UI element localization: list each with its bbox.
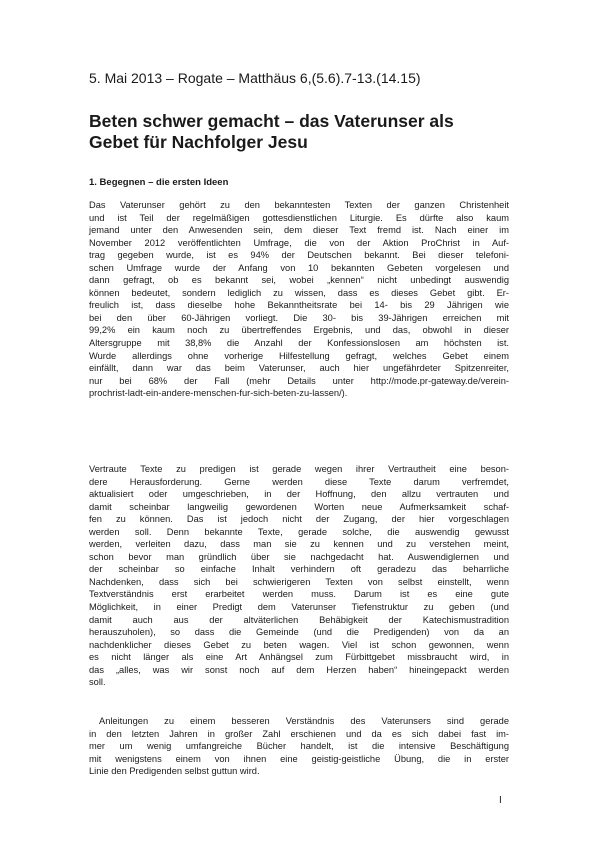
text-line: einfällt, dann war das beim Vaterunser, auch hier ungefährdeter Spitzenreiter,: [89, 363, 509, 374]
text-line: in den letzten Jahren in großer Zahl erschienen und da es sich dabei fast im-: [89, 728, 509, 739]
text-line: und ist Teil der regelmäßigen gottesdienstlichen Liturgie. Es dürfte also kaum: [89, 212, 509, 223]
text-line: können bedeutet, sondern lediglich zu wissen, dass es dieses Gebet gibt. Er-: [89, 287, 509, 298]
text-line: das „alles, was wir sonst noch auf dem Herzen haben“ hineingepackt werden: [89, 664, 509, 675]
text-line: bei den über 60-Jährigen vorliegt. Die 30- bis 39-Jährigen erreichen mit: [89, 312, 509, 323]
text-line: prochrist-ladt-ein-andere-menschen-fur-sich-beten-zu-lassen/).: [89, 388, 348, 399]
text-line: Nachdenken, dass sich bei schwierigeren Texten von selbst einstellt, wenn: [89, 576, 509, 587]
text-line: freulich ist, dass dieselbe hohe Bekanntheitsrate bei 14- bis 29 Jährigen wie: [89, 300, 509, 311]
text-line: soll.: [89, 677, 106, 688]
page-title: [89, 111, 519, 153]
text-line: Das Vaterunser gehört zu den bekanntesten Texten der ganzen Christenheit: [89, 200, 509, 210]
title-line: Gebet für Nachfolger Jesu: [89, 132, 308, 152]
text-line: damit scheinbar langweilig gewordenen Worten neue Aufmerksamkeit schaf-: [89, 501, 509, 512]
text-line: jemand unter den Anwesenden sein, dem dieser Text fremd ist. Nach einer im: [89, 225, 509, 236]
text-line: Möglichkeit, in einer Predigt dem Vaterunser Tiefenstruktur zu geben (und: [89, 602, 509, 613]
text-line: Vertraute Texte zu predigen ist gerade wegen ihrer Vertrautheit eine beson-: [89, 464, 509, 474]
text-line: nur bei 68% der Fall (mehr Details unter http://mode.pr-gateway.de/verein-: [89, 375, 509, 386]
text-line: werden, verleiten dazu, dass man sie zu kennen und zu verstehen meint,: [89, 539, 509, 550]
text-line: schen Umfrage wurde der Anfang von 10 bekannten Gebeten vorgelesen und: [89, 262, 509, 273]
text-line: dann gefragt, ob es bekannt sei, wobei „kennen“ nicht unbedingt auswendig: [89, 275, 509, 286]
text-line: Textverständnis erst erarbeitet werden muss. Darum ist es eine gute: [89, 589, 509, 600]
text-line: Altersgruppe mit 38,8% die Anzahl der Konfessionslosen am höchsten ist.: [89, 338, 509, 349]
text-line: nachdenklicher dieses Gebet zu beten wagen. Viel ist schon gewonnen, wenn: [89, 639, 509, 650]
title-line: Beten schwer gemacht – das Vaterunser als: [89, 111, 454, 131]
text-line: dere Herausforderung. Gerne werden diese Texte darum verfremdet,: [89, 476, 509, 487]
text-line: Wurde allerdings ohne vorherige Hilfestellung gefragt, welches Gebet einem: [89, 350, 509, 361]
text-line: der scheinbar so einfache Inhalt verhindern oft geradezu das beharrliche: [89, 564, 509, 575]
text-line: mit wenigstens einem von ihnen eine geistig-geistliche Übung, die in erster: [89, 753, 509, 764]
page-number: I: [499, 795, 502, 806]
section-heading: 1. Begegnen – die ersten Ideen: [89, 177, 229, 188]
text-line: Linie den Predigenden selbst guttun wird.: [89, 766, 260, 777]
text-line: November 2012 veröffentlichten Umfrage, die von der Aktion ProChrist in Auf-: [89, 237, 509, 248]
paragraph-2: [89, 463, 509, 689]
text-line: aktualisiert oder umgeschrieben, in der Hoffnung, den allzu vertrauten und: [89, 489, 509, 500]
text-line: es nicht länger als eine Art Anhängsel zum Fürbittgebet missbraucht wird, in: [89, 652, 509, 663]
text-line: werden soll. Denn bekannte Texte, gerade solche, die auswendig gewusst: [89, 526, 509, 537]
paragraph-3: [89, 715, 509, 778]
text-line: mer um wenig umfangreiche Bücher handelt, ist die intensive Beschäftigung: [89, 741, 509, 752]
text-line: herauszuholen), so dass die Gemeinde (und die Predigenden) von da an: [89, 627, 509, 638]
text-line: damit auch aus der altväterlichen Behäbigkeit der Katechismustradition: [89, 614, 509, 625]
text-line: schon bevor man gründlich über sie nachgedacht hat. Auswendiglernen und: [89, 551, 509, 562]
paragraph-1: [89, 199, 509, 400]
text-line: 99,2% ein kaum noch zu übertreffendes Ergebnis, und das, obwohl in dieser: [89, 325, 509, 336]
date-scripture-line: 5. Mai 2013 – Rogate – Matthäus 6,(5.6).7-13.(14.15): [89, 70, 421, 86]
text-line: Anleitungen zu einem besseren Verständnis des Vaterunsers sind gerade: [99, 716, 509, 726]
text-line: trag gegeben wurde, ist es 94% der Deutschen bekannt. Bei dieser telefoni-: [89, 250, 509, 261]
text-line: fen zu können. Das ist jedoch nicht der Zugang, der hier vorgeschlagen: [89, 514, 509, 525]
